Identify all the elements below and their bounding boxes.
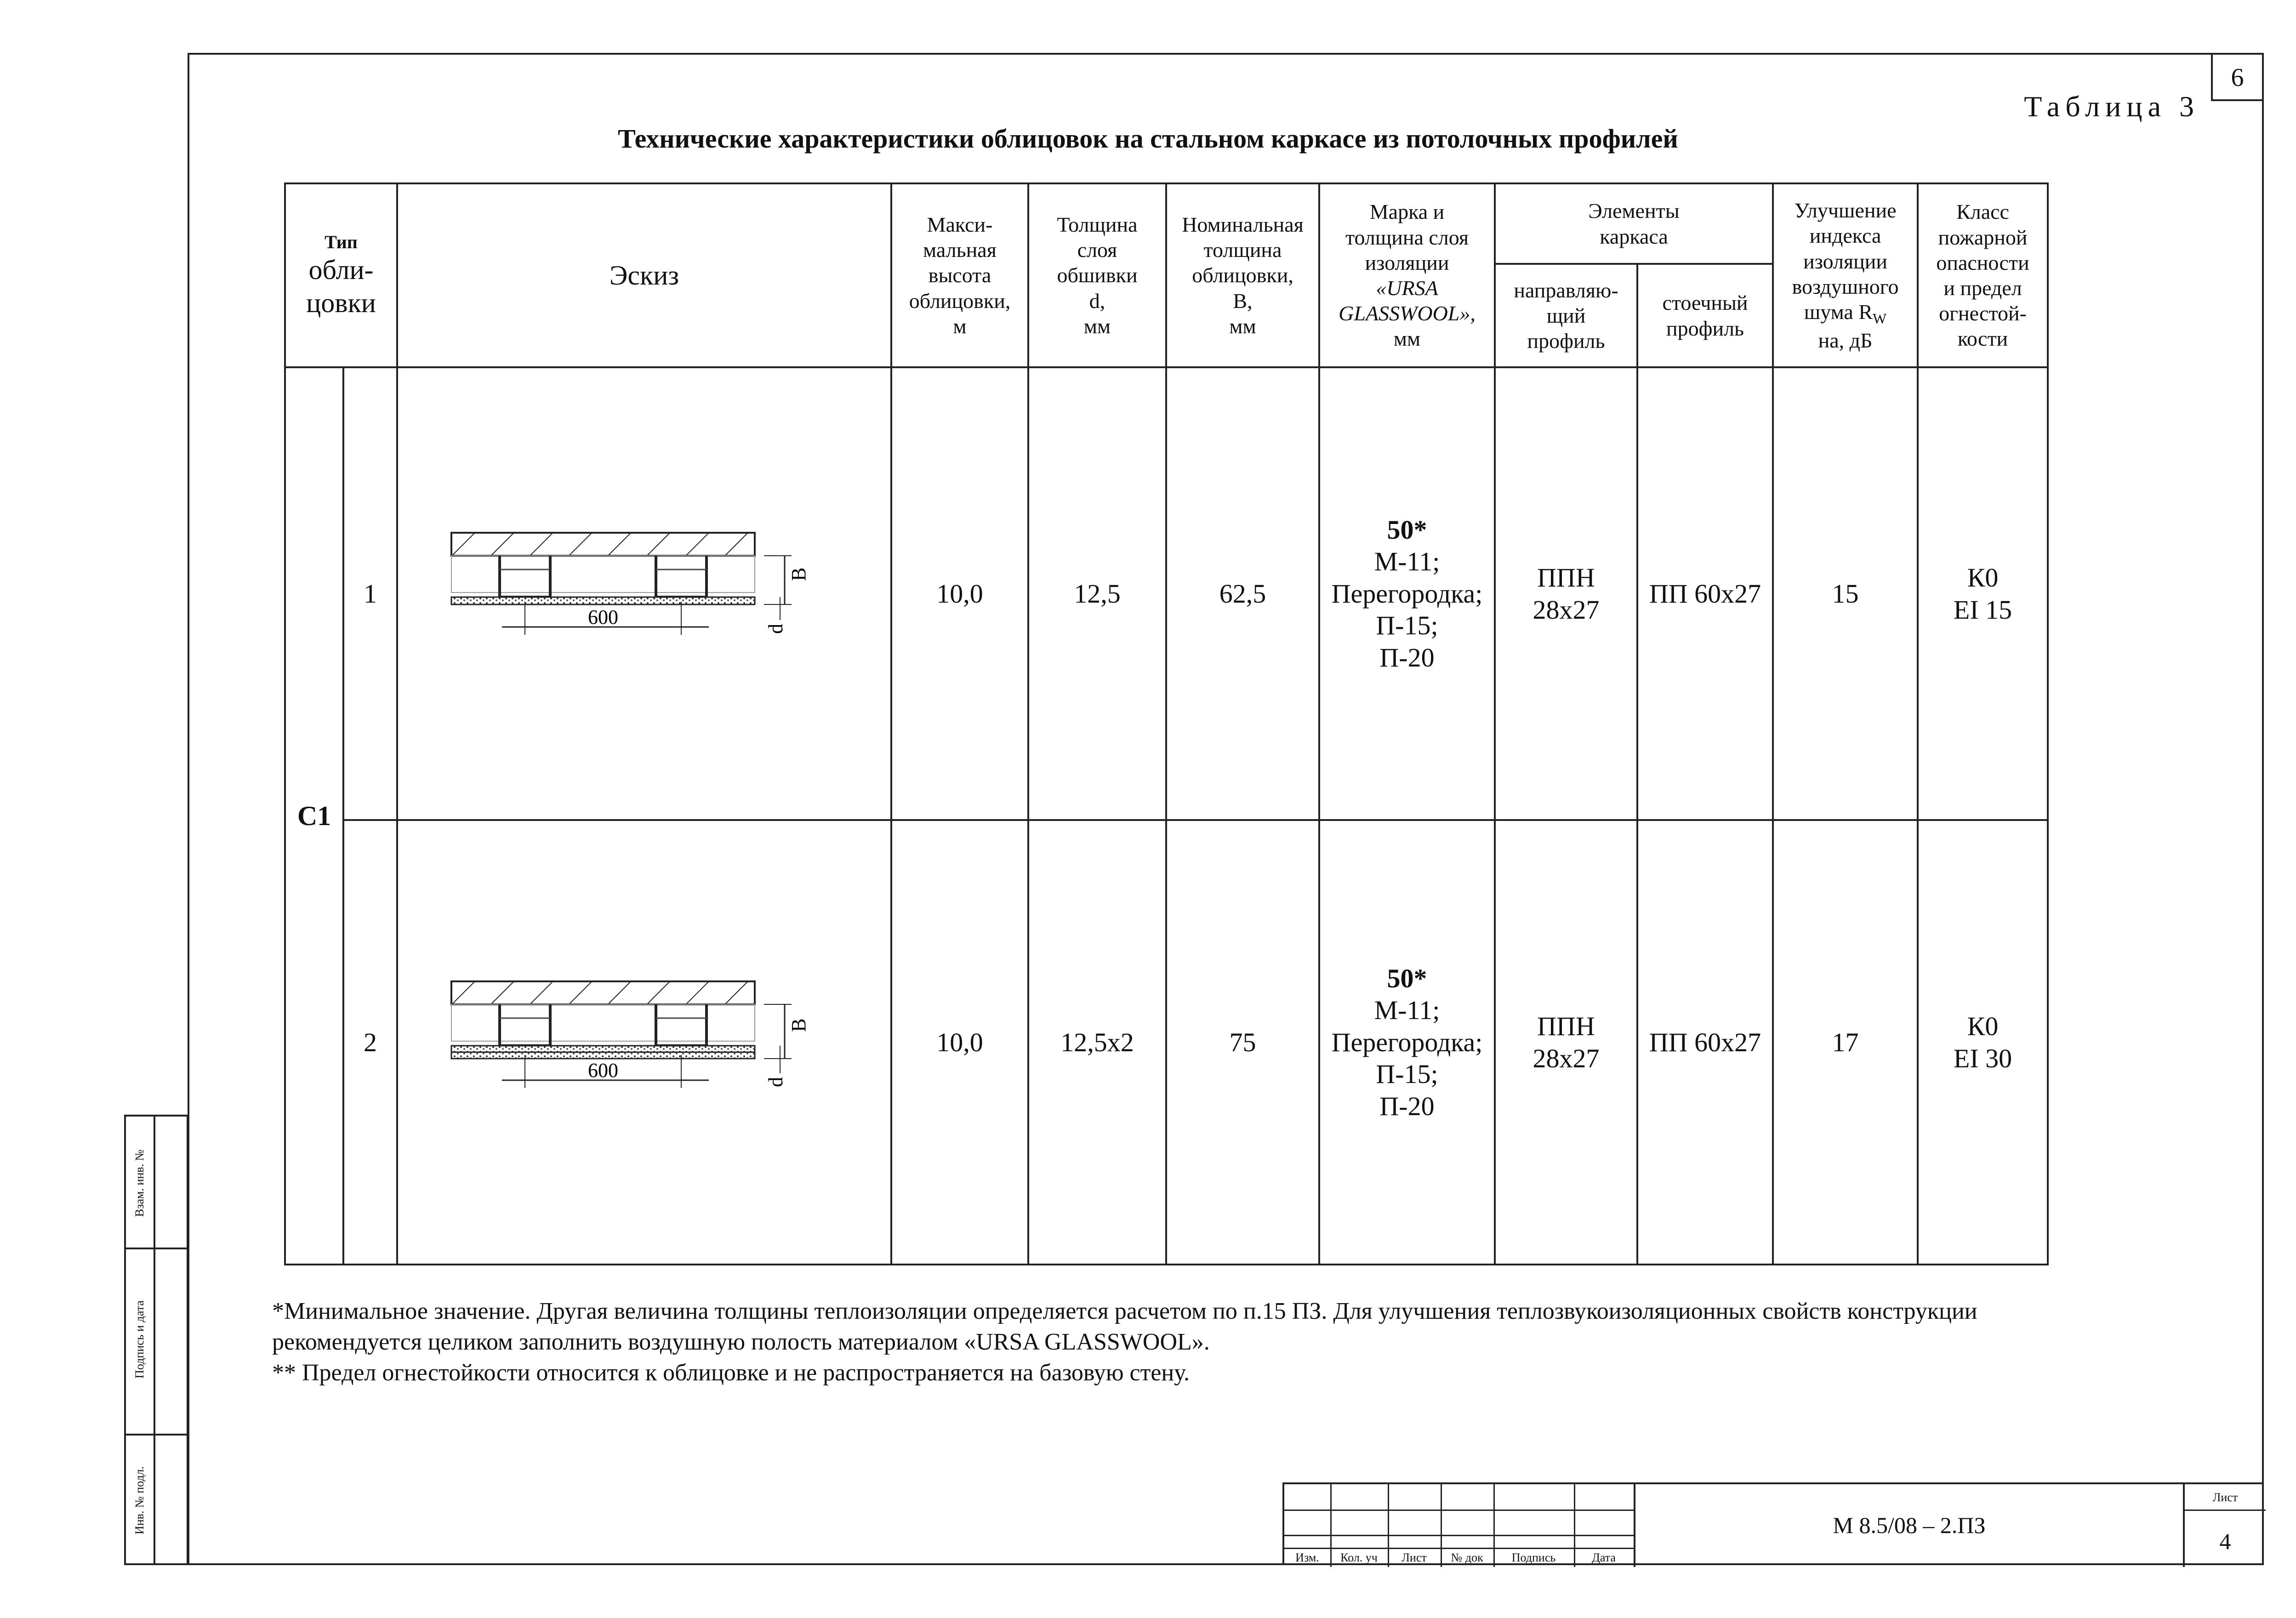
stamp-col-signature: Подпись [1511, 1551, 1556, 1564]
document-code: М 8.5/08 – 2.ПЗ [1833, 1512, 1986, 1538]
stamp-sheet-value: 4 [2219, 1528, 2231, 1554]
stud-profile: ПП 60х27 [1637, 367, 1773, 820]
header-insulation: Марка и толщина слоя изоляции «URSA GLASSWOOL», мм [1319, 183, 1495, 367]
stud-profile: ПП 60х27 [1637, 820, 1773, 1265]
noise-improvement: 15 [1773, 367, 1918, 820]
profile-right [656, 1004, 706, 1046]
dim-d: d [764, 624, 787, 634]
fire-class: К0 ЕI 30 [1918, 820, 2048, 1265]
sketch-cell [397, 820, 891, 1265]
header-guide-profile: направляю- щий профиль [1495, 264, 1637, 367]
side-stamp-replaced: Взам. инв. № [133, 1149, 146, 1217]
footnote-2: ** Предел огнестойкости относится к облицовке и не распространяется на базовую стену. [272, 1360, 1190, 1386]
stamp-col-count: Кол. уч [1340, 1551, 1378, 1564]
gypsum-layer [451, 1052, 755, 1059]
dim-d: d [764, 1077, 787, 1087]
insulation: 50* М-11; Перегородка; П-15; П-20 [1319, 367, 1495, 820]
max-height: 10,0 [891, 367, 1028, 820]
side-stamp-inventory: Инв. № подл. [133, 1466, 146, 1535]
insulation: 50* М-11; Перегородка; П-15; П-20 [1319, 820, 1495, 1265]
header-sketch: Эскиз [397, 183, 891, 367]
profile-right [656, 556, 706, 597]
table-label: Таблица 3 [2024, 90, 2199, 123]
group-label: С1 [285, 367, 343, 1265]
thickness-d: 12,5х2 [1028, 820, 1166, 1265]
stamp-col-doc: № док [1451, 1551, 1483, 1564]
nominal-b: 62,5 [1166, 367, 1319, 820]
profile-left [500, 1004, 550, 1046]
row-number: 1 [343, 367, 397, 820]
dim-span: 600 [587, 1059, 618, 1082]
header-noise: Улучшение индекса изоляции воздушного шума $R_W$ на, дБ [1773, 183, 1918, 367]
gypsum-layer [451, 597, 755, 604]
max-height: 10,0 [891, 820, 1028, 1265]
guide-profile: ППН 28х27 [1495, 367, 1637, 820]
cladding-sketch [415, 963, 874, 1119]
header-type: Тип обли- цовки [285, 183, 397, 367]
footnote-1-cont: рекомендуется целиком заполнить воздушную полость материалом «URSA GLASSWOOL». [272, 1329, 1210, 1355]
sketch-cell [397, 367, 891, 820]
gypsum-layer [451, 1046, 755, 1052]
stamp-col-date: Дата [1592, 1551, 1616, 1564]
cladding-sketch [415, 514, 874, 671]
header-frame-elements: Элементы каркаса [1495, 183, 1773, 264]
header-fire: Класс пожарной опасности и предел огнестой- кости [1918, 183, 2048, 367]
side-stamp-signature: Подпись и дата [133, 1300, 146, 1379]
spec-table [284, 182, 2049, 1265]
table-row [285, 367, 2048, 820]
guide-profile: ППН 28х27 [1495, 820, 1637, 1265]
thickness-d: 12,5 [1028, 367, 1166, 820]
base-wall [451, 533, 755, 556]
nominal-b: 75 [1166, 820, 1319, 1265]
stamp-sheet-label: Лист [2212, 1491, 2238, 1504]
base-wall [451, 981, 755, 1004]
side-stamp [124, 1115, 188, 1565]
dim-span: 600 [587, 606, 618, 628]
noise-improvement: 17 [1773, 820, 1918, 1265]
footnote-1: *Минимальное значение. Другая величина толщины теплоизоляции определяется расчетом по п.15 ПЗ. Для улучшения теплозвукоизоляционных свойств конструкции [272, 1298, 1977, 1324]
dim-b: В [787, 567, 810, 581]
sheet-number: 6 [2211, 53, 2264, 101]
header-stud-profile: стоечный профиль [1637, 264, 1773, 367]
stamp-col-change: Изм. [1295, 1551, 1319, 1564]
row-number: 2 [343, 820, 397, 1265]
header-thickness-d: Толщина слоя обшивки d, мм [1028, 183, 1166, 367]
header-nominal-b: Номинальная толщина облицовки, В, мм [1166, 183, 1319, 367]
dim-b: В [787, 1018, 810, 1032]
header-max-height: Макси- мальная высота облицовки, м [891, 183, 1028, 367]
stamp-col-sheet: Лист [1402, 1551, 1427, 1564]
table-row [285, 820, 2048, 1265]
table-title: Технические характеристики облицовок на стальном каркасе из потолочных профилей [618, 124, 1678, 154]
title-block [1282, 1482, 2264, 1565]
fire-class: К0 ЕI 15 [1918, 367, 2048, 820]
profile-left [500, 556, 550, 597]
